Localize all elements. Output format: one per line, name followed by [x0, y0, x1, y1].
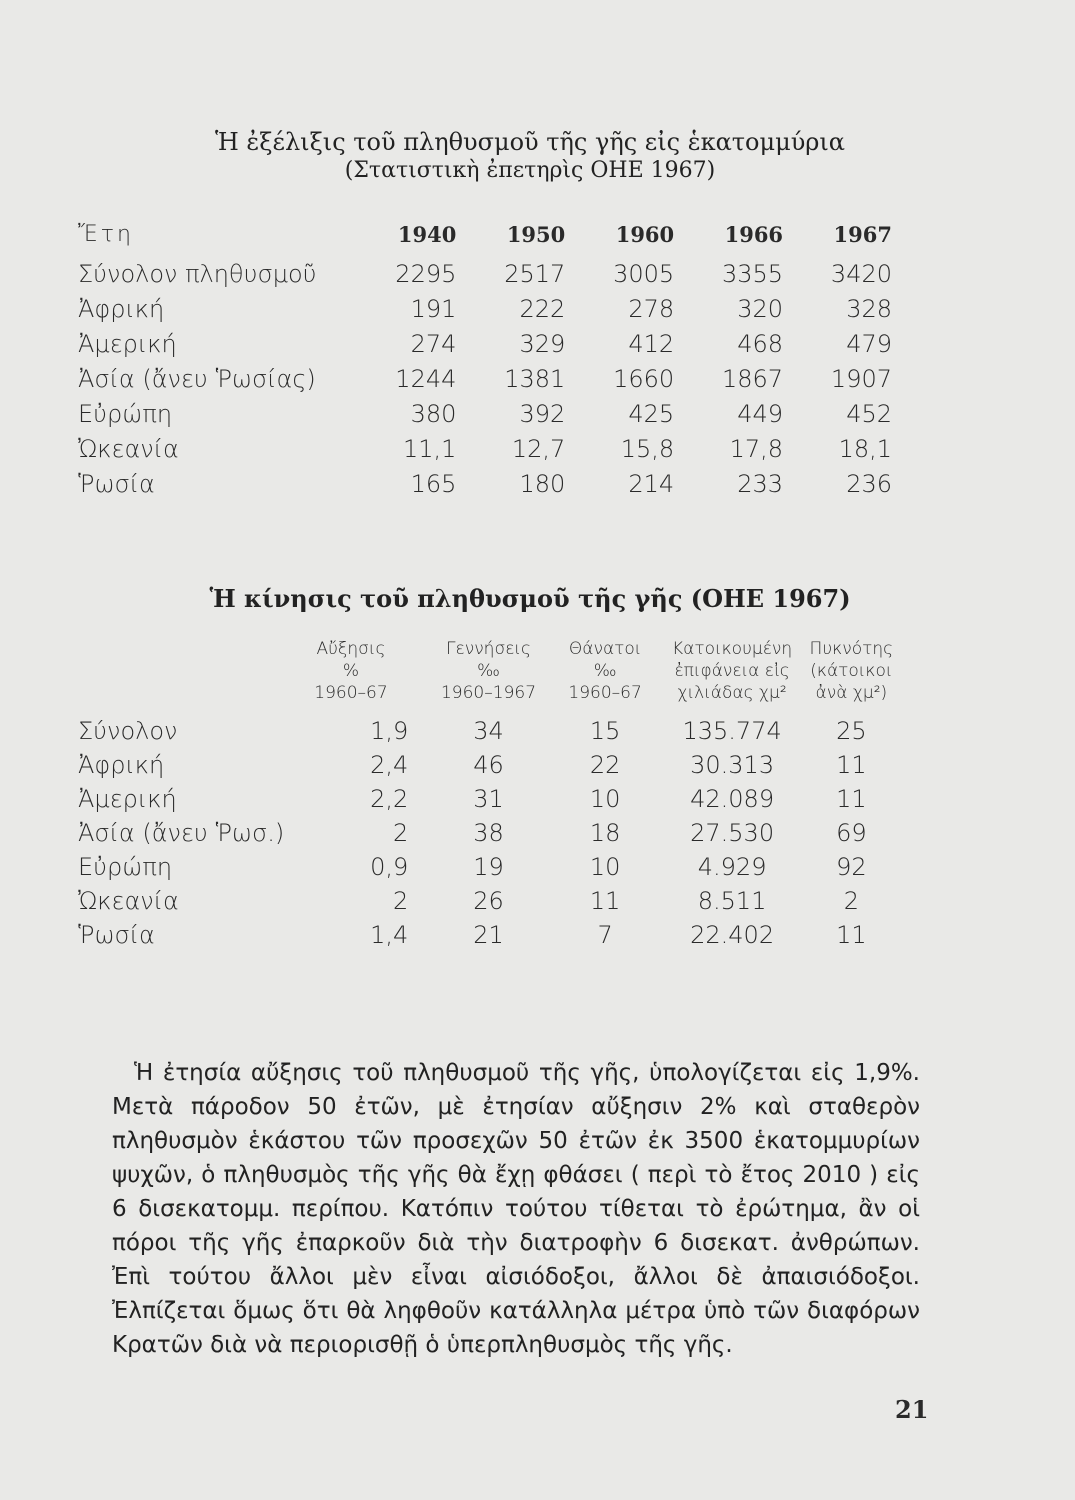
table-cell: 2517	[504, 259, 566, 288]
table-cell: 1,4	[370, 921, 409, 949]
table-cell: 180	[519, 469, 566, 498]
table-row	[78, 850, 898, 884]
years-header-label: Ἔτη	[78, 221, 134, 247]
table-cell: 21	[473, 921, 504, 949]
table-cell: 2,4	[370, 751, 409, 779]
table-cell: 30.313	[690, 751, 775, 779]
table-cell: 425	[628, 399, 675, 428]
row-label: Εὐρώπη	[78, 853, 173, 881]
table-cell: 214	[628, 469, 675, 498]
table-cell: 22.402	[690, 921, 775, 949]
table-row	[78, 396, 898, 431]
table-header-row	[78, 212, 898, 256]
table-cell: 222	[519, 294, 566, 323]
row-label: Σύνολον πληθυσμοῦ	[78, 259, 317, 288]
table-cell: 11	[836, 785, 867, 813]
row-label: Σύνολον	[78, 717, 178, 745]
table-cell: 92	[836, 853, 867, 881]
row-label: Ὠκεανία	[78, 434, 179, 463]
table-cell: 1867	[721, 364, 784, 393]
table-cell: 1660	[613, 364, 675, 393]
row-label: Ῥωσία	[78, 469, 155, 498]
page-number: 21	[895, 1395, 929, 1424]
table-cell: 2295	[395, 259, 457, 288]
table-cell: 46	[473, 751, 504, 779]
table-cell: 10	[589, 853, 621, 881]
table-cell: 38	[473, 819, 504, 847]
table-cell: 2	[843, 887, 859, 915]
table-cell: 2,2	[370, 785, 409, 813]
table-cell: 15,8	[620, 434, 675, 463]
table-row	[78, 748, 898, 782]
table-row	[78, 431, 898, 466]
table-cell: 380	[410, 399, 457, 428]
table-cell: 329	[519, 329, 566, 358]
table-row	[78, 714, 898, 748]
year-header: 1940	[397, 221, 457, 247]
table-cell: 10	[589, 785, 621, 813]
column-header: Γεννήσεις ‰ 1960–1967	[440, 639, 537, 703]
column-header: Πυκνότης (κάτοικοι ἀνὰ χμ²)	[809, 639, 894, 703]
table-header-row	[78, 638, 898, 714]
table-row	[78, 326, 898, 361]
empty-header-cell	[78, 638, 294, 714]
table-row	[78, 256, 898, 291]
table-cell: 165	[410, 469, 457, 498]
table-cell: 2	[393, 887, 409, 915]
row-label: Ἀφρική	[78, 751, 165, 779]
row-label: Ἀσία (ἄνευ Ῥωσ.)	[78, 819, 285, 847]
year-header: 1966	[724, 221, 784, 247]
table-cell: 22	[589, 751, 621, 779]
table-cell: 479	[846, 329, 892, 358]
table-cell: 191	[410, 294, 457, 323]
row-label: Ἀμερική	[78, 785, 177, 813]
table-row	[78, 361, 898, 396]
year-header: 1960	[615, 221, 675, 247]
table-cell: 31	[473, 785, 504, 813]
column-header: Αὔξησις % 1960–67	[314, 639, 388, 703]
table-cell: 3420	[830, 259, 892, 288]
body-paragraph	[112, 1056, 920, 1362]
table-cell: 19	[473, 853, 504, 881]
table-cell: 0,9	[370, 853, 409, 881]
table-cell: 34	[473, 717, 504, 745]
table-cell: 42.089	[690, 785, 775, 813]
year-header: 1950	[506, 221, 566, 247]
row-label: Ὠκεανία	[78, 887, 179, 915]
population-table	[78, 212, 898, 501]
table-cell: 3355	[721, 259, 784, 288]
table-cell: 8.511	[697, 887, 767, 915]
table-cell: 1,9	[370, 717, 409, 745]
table-cell: 11	[589, 887, 621, 915]
paragraph-text: Ἡ ἐτησία αὔξησις τοῦ πληθυσμοῦ τῆς γῆς, ὑπολογίζεται εἰς 1,9%. Μετὰ πάροδον 50 ἐτῶν, μὲ ἐτησίαν αὔξησιν 2% καὶ σταθερὸν πληθυσμὸν ἑκάστου τῶν προσεχῶν 50 ἐτῶν ἐκ 3500 ἑκατομμυρίων ψυχῶν, ὁ πληθυσμὸς τῆς γῆς θὰ ἔχῃ φθάσει ( περὶ τὸ ἔτος 2010 ) εἰς 6 δισεκατομμ. περίπου. Κατόπιν τούτου τίθεται τὸ ἐρώτημα, ἂν οἱ πόροι τῆς γῆς ἐπαρκοῦν διὰ τὴν διατροφὴν 6 δισεκατ. ἀνθρώπων. Ἐπὶ τούτου ἄλλοι μὲν εἶναι αἰσιόδοξοι, ἄλλοι δὲ ἀπαισιόδοξοι. Ἐλπίζεται ὅμως ὅτι θὰ ληφθοῦν κατάλληλα μέτρα ὑπὸ τῶν διαφόρων Κρατῶν διὰ νὰ περιορισθῇ ὁ ὑπερπληθυσμὸς τῆς γῆς.	[112, 1060, 920, 1358]
table-cell: 328	[846, 294, 892, 323]
table-cell: 1381	[504, 364, 566, 393]
table-cell: 11,1	[402, 434, 457, 463]
table-cell: 412	[628, 329, 675, 358]
row-label: Ἀφρική	[78, 294, 165, 323]
table-row	[78, 918, 898, 952]
table-row	[78, 466, 898, 501]
population-movement-table	[78, 638, 898, 952]
table-cell: 233	[737, 469, 784, 498]
table-cell: 449	[737, 399, 784, 428]
table-row	[78, 816, 898, 850]
table-cell: 1244	[395, 364, 457, 393]
column-header: Θάνατοι ‰ 1960–67	[568, 639, 642, 703]
table-cell: 278	[628, 294, 675, 323]
table-cell: 69	[836, 819, 867, 847]
table-cell: 12,7	[511, 434, 566, 463]
column-header: Κατοικουμένη ἐπιφάνεια εἰς χιλιάδας χμ²	[672, 639, 793, 703]
table-cell: 1907	[830, 364, 892, 393]
table-cell: 135.774	[682, 717, 782, 745]
table-cell: 320	[737, 294, 784, 323]
table-row	[78, 291, 898, 326]
table-cell: 26	[473, 887, 504, 915]
table-cell: 27.530	[690, 819, 775, 847]
table1-subtitle: (Στατιστικὴ ἐπετηρὶς ΟΗΕ 1967)	[344, 158, 716, 183]
table-cell: 17,8	[729, 434, 784, 463]
table-cell: 18	[589, 819, 621, 847]
row-label: Ἀμερική	[78, 329, 177, 358]
table-cell: 18,1	[838, 434, 892, 463]
table1-title: Ἡ ἐξέλιξις τοῦ πληθυσμοῦ τῆς γῆς εἰς ἑκατομμύρια	[214, 128, 846, 156]
row-label: Εὐρώπη	[78, 399, 173, 428]
year-header: 1967	[833, 221, 892, 247]
table-cell: 392	[519, 399, 566, 428]
table-cell: 274	[410, 329, 457, 358]
table-cell: 15	[589, 717, 621, 745]
table-cell: 25	[836, 717, 867, 745]
table-cell: 2	[393, 819, 409, 847]
table-cell: 236	[846, 469, 892, 498]
row-label: Ῥωσία	[78, 921, 155, 949]
table-cell: 4.929	[697, 853, 767, 881]
table-cell: 11	[836, 921, 867, 949]
table-cell: 452	[846, 399, 892, 428]
table-row	[78, 884, 898, 918]
table-cell: 11	[836, 751, 867, 779]
table-cell: 7	[597, 921, 613, 949]
table2-title: Ἡ κίνησις τοῦ πληθυσμοῦ τῆς γῆς (ΟΗΕ 1967)	[209, 584, 851, 613]
table-cell: 468	[737, 329, 784, 358]
row-label: Ἀσία (ἄνευ Ῥωσίας)	[78, 364, 316, 393]
table-row	[78, 782, 898, 816]
table-cell: 3005	[613, 259, 675, 288]
